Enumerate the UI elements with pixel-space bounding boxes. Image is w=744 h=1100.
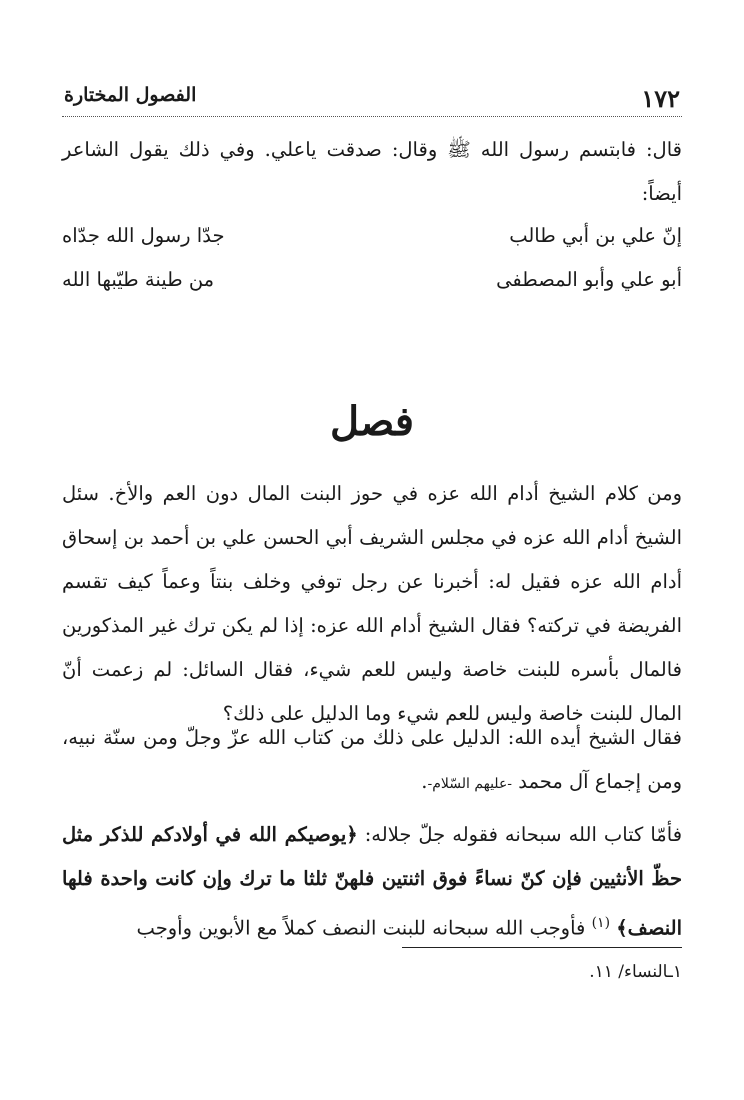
honorific: -عليهم السّلام-: [427, 776, 513, 792]
poem-second-hemistich: جدّا رسول الله جدّاه: [62, 224, 225, 247]
poem-line: [62, 216, 682, 260]
paragraph-lead: فأمّا كتاب الله سبحانه فقوله جلّ جلاله:: [364, 823, 683, 846]
running-title: الفصول المختارة: [64, 84, 197, 106]
poem-line: [62, 260, 682, 304]
paragraph-tail: فأوجب الله سبحانه للبنت النصف كملاً مع الأبوين وأوجب: [136, 916, 586, 940]
poem: [62, 216, 682, 304]
paragraph-answer-text: فقال الشيخ أيده الله: الدليل على ذلك من كتاب الله عزّ وجلّ ومن سنّة نبيه، ومن إجماع آل محمد: [62, 726, 682, 793]
paragraph-question: ومن كلام الشيخ أدام الله عزه في حوز البنت المال دون العم والأخ. سئل الشيخ أدام الله عزه في مجلس الشريف أبي الحسن علي بن أحمد بن إسحاق أدام الله عزه فقيل له: أخبرنا عن رجل توفي وخلف بنتاً وعماً كيف تقسم الفريضة في تركته؟ فقال الشيخ أدام الله عزه: إذا لم يكن ترك غير المذكورين فالمال بأسره للبنت خاصة وليس للعم شيء، فقال السائل: لم زعمت أنّ المال للبنت خاصة وليس للعم شيء وما الدليل على ذلك؟: [62, 482, 682, 725]
paragraph-answer: [62, 716, 682, 806]
section-title: فصل: [329, 398, 415, 445]
poem-first-hemistich: أبو علي وأبو المصطفى: [496, 268, 682, 291]
poem-second-hemistich: من طينة طيّبها الله: [62, 268, 215, 291]
page-number: ١٧٢: [641, 84, 680, 113]
footnote-divider: [402, 947, 682, 948]
full-stop: .: [421, 770, 428, 793]
quran-quote: ﴿يوصيكم الله في أولادكم للذكر مثل حظّ الأنثيين فإن كنّ نساءً فوق اثنتين فلهنّ ثلثا ما ترك وإن كانت واحدة فلها النصف﴾: [62, 823, 682, 940]
footnote: ١ـالنساء/ ١١.: [589, 962, 682, 982]
footnote-ref[interactable]: (١): [591, 915, 611, 931]
intro-paragraph: قال: فابتسم رسول الله ﷺ وقال: صدقت ياعلي. وفي ذلك يقول الشاعر أيضاً:: [62, 138, 682, 205]
poem-first-hemistich: إنّ علي بن أبي طالب: [509, 224, 682, 247]
page-header: [62, 80, 682, 117]
paragraph-quran-evidence: [62, 813, 682, 951]
